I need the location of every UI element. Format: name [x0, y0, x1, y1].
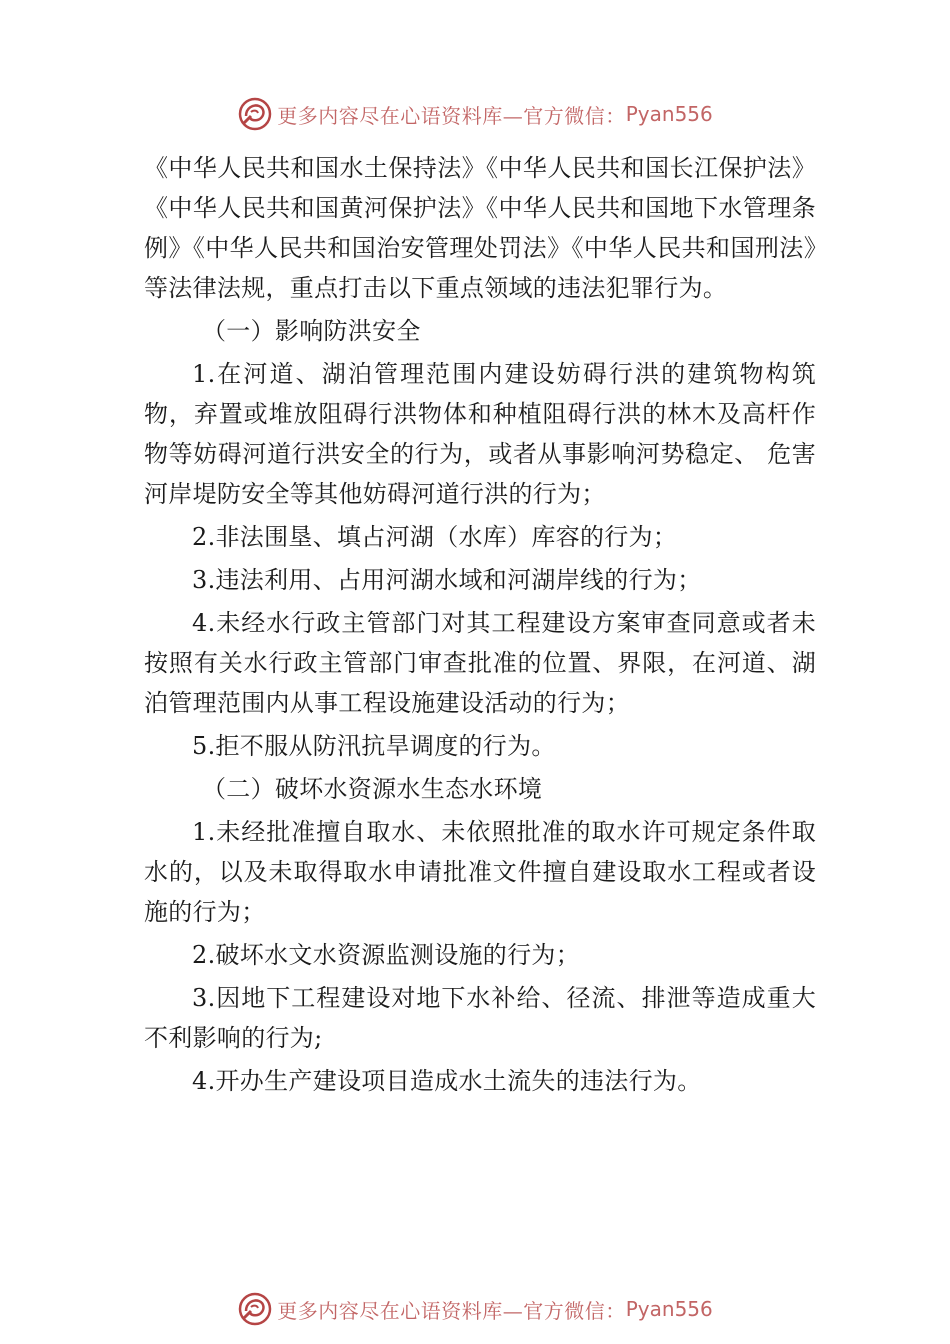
footer-text: 更多内容尽在心语资料库—官方微信：	[277, 1298, 626, 1323]
brain-logo-icon	[237, 96, 273, 132]
header-banner	[0, 92, 950, 136]
list-item: 4.未经水行政主管部门对其工程建设方案审查同意或者未按照有关水行政主管部门审查批准的位置、界限，在河道、湖泊管理范围内从事工程设施建设活动的行为；	[144, 609, 816, 717]
list-item: 3.因地下工程建设对地下水补给、径流、排泄等造成重大不利影响的行为;	[144, 984, 816, 1052]
header-text: 更多内容尽在心语资料库—官方微信：	[277, 103, 626, 128]
list-item: 3.违法利用、占用河湖水域和河湖岸线的行为；	[192, 566, 702, 594]
footer-banner	[0, 1287, 950, 1331]
brain-logo-icon	[237, 1291, 273, 1327]
list-item: 1.未经批准擅自取水、未依照批准的取水许可规定条件取水的，以及未取得取水申请批准文件擅自建设取水工程或者设施的行为；	[144, 818, 816, 926]
section-heading-2: （二）破坏水资源水生态水环境	[202, 775, 543, 803]
document-body	[144, 148, 816, 1101]
footer-wechat-id: Pyan556	[625, 1297, 713, 1321]
list-item: 4.开办生产建设项目造成水土流失的违法行为。	[192, 1067, 702, 1095]
list-item: 5.拒不服从防汛抗旱调度的行为。	[192, 732, 556, 760]
section-heading-1: （一）影响防洪安全	[202, 317, 421, 345]
list-item: 2.非法围垦、填占河湖（水库）库容的行为；	[192, 523, 678, 551]
header-wechat-id: Pyan556	[625, 102, 713, 126]
intro-paragraph: 《中华人民共和国水土保持法》《中华人民共和国长江保护法》《中华人民共和国黄河保护法》《中华人民共和国地下水管理条例》《中华人民共和国治安管理处罚法》《中华人民共和国刑法》等法律法规，重点打击以下重点领域的违法犯罪行为。	[144, 154, 816, 302]
list-item: 2.破坏水文水资源监测设施的行为；	[192, 941, 580, 969]
list-item: 1.在河道、湖泊管理范围内建设妨碍行洪的建筑物构筑物，弃置或堆放阻碍行洪物体和种植阻碍行洪的林木及高杆作物等妨碍河道行洪安全的行为，或者从事影响河势稳定、 危害河岸堤防安全等其他妨碍河道行洪的行为；	[144, 360, 816, 508]
